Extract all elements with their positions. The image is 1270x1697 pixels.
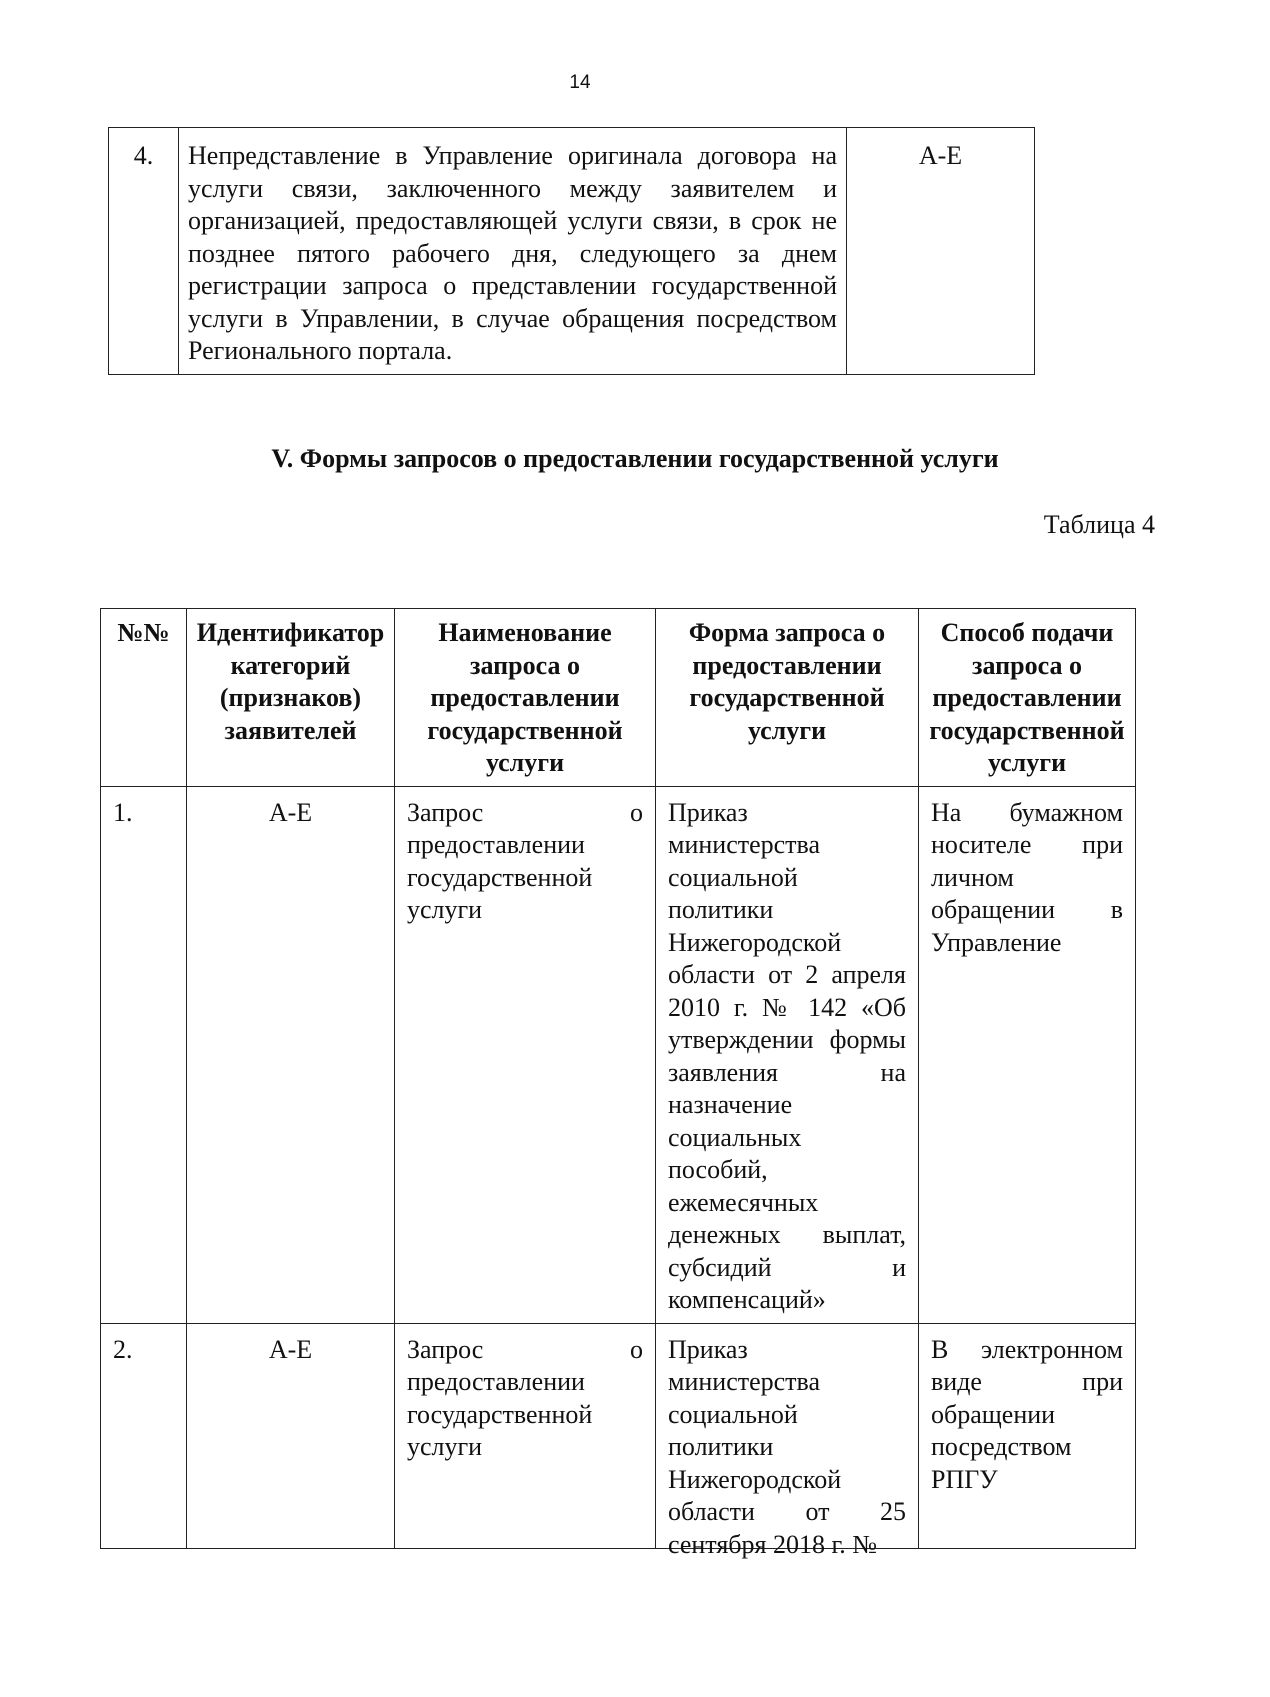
request-forms-table (100, 608, 1136, 1559)
request-name: Запрос о предоставлении государственной услуги (395, 786, 656, 1323)
applicant-category (187, 1323, 395, 1548)
cell-text: А-Е (268, 1334, 313, 1364)
row-number: 4. (109, 128, 179, 375)
applicant-category: А-Е (847, 128, 1035, 375)
request-form: Приказ министерства социальной политики Нижегородской области от 2 апреля 2010 г. № 142 «Об утверждении формы заявления на назначение социальных пособий, ежемесячных денежных выплат, субсидий и компенсаций» (656, 786, 919, 1323)
cell-text: 2. (113, 1334, 133, 1364)
row-number: 1. (101, 786, 187, 1323)
page-number: 14 (569, 72, 591, 93)
table-row (109, 128, 1035, 375)
cell-text: В электронном виде при обращении посредством РПГУ (931, 1334, 1123, 1494)
request-form (656, 1323, 919, 1559)
table-row (101, 786, 1136, 1323)
table-row (101, 1323, 1136, 1548)
request-name (395, 1323, 656, 1548)
header-request-name: Наименование запроса о предоставлении государственной услуги (395, 609, 656, 787)
header-number: №№ (101, 609, 187, 787)
header-submission-method: Способ подачи запроса о предоставлении государственной услуги (919, 609, 1136, 787)
table-header-row (101, 609, 1136, 787)
row-number (101, 1323, 187, 1548)
submission-method: На бумажном носителе при личном обращении в Управление (919, 786, 1136, 1323)
section-title: V. Формы запросов о предоставлении государственной услуги (271, 444, 999, 473)
table-caption: Таблица 4 (1043, 510, 1155, 539)
header-request-form: Форма запроса о предоставлении государственной услуги (656, 609, 919, 787)
applicant-category: А-Е (187, 786, 395, 1323)
cell-text: Приказ министерства социальной политики Нижегородской области от 25 сентября 2018 г. № (668, 1334, 906, 1559)
ground-text: Непредставление в Управление оригинала договора на услуги связи, заключенного между заявителем и организацией, предоставляющей услуги связи, в срок не позднее пятого рабочего дня, следующего за днем регистрации запроса о представлении государственной услуги в Управлении, в случае обращения посредством Регионального портала. (179, 128, 847, 375)
submission-method (919, 1323, 1136, 1548)
header-category: Идентификатор категорий (признаков) заявителей (187, 609, 395, 787)
grounds-table (108, 127, 1035, 375)
cell-text: Запрос о предоставлении государственной услуги (407, 1334, 643, 1461)
